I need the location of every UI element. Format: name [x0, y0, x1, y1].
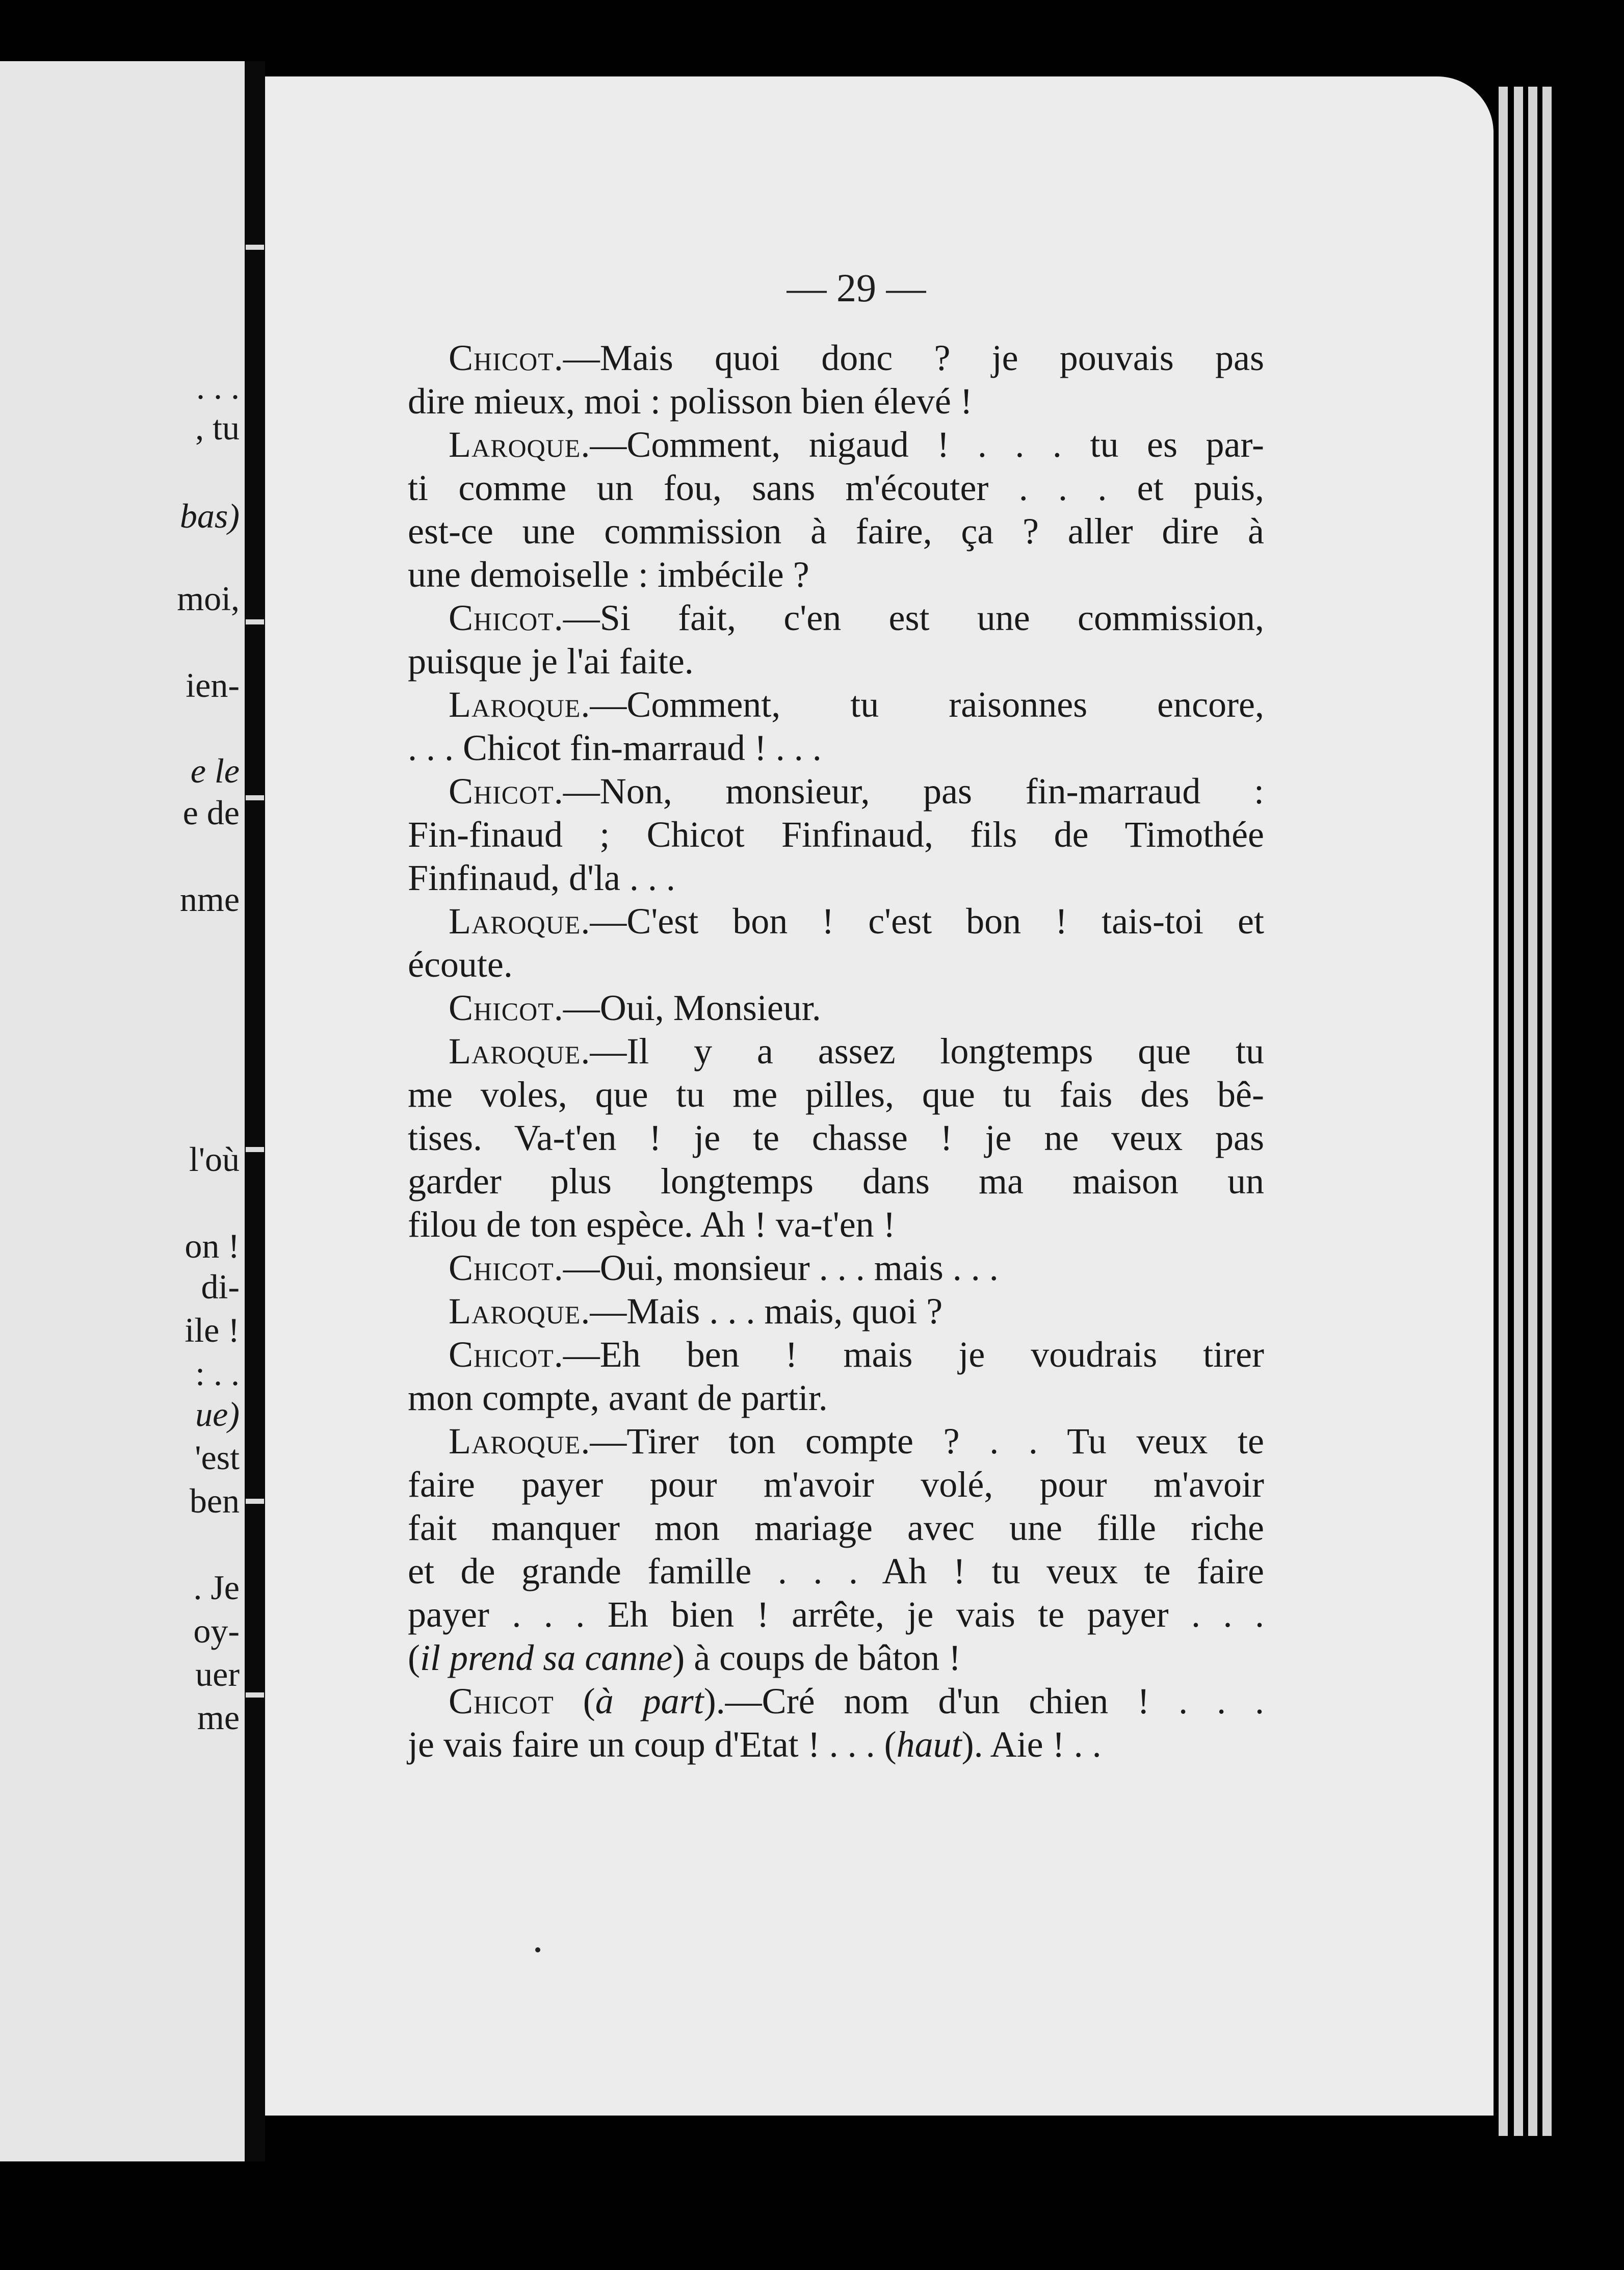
line-text: .—Oui, Monsieur.	[554, 987, 821, 1028]
text-line	[408, 1506, 1264, 1550]
left-page-fragment: di-	[201, 1267, 240, 1306]
left-page-fragment: ben	[189, 1481, 240, 1520]
line-text: .—Non, monsieur, pas fin-marraud :	[554, 771, 1264, 812]
text-line	[408, 1376, 1264, 1420]
speaker-name: Chicot	[449, 771, 554, 812]
text-line	[408, 1073, 1264, 1116]
line-text: (	[554, 1681, 595, 1721]
text-line	[408, 856, 1264, 900]
text-line	[408, 596, 1264, 640]
text-line	[408, 380, 1264, 423]
binding-stitch	[246, 1499, 264, 1504]
page-number: — 29 —	[787, 266, 926, 310]
speaker-name: Chicot	[449, 337, 554, 378]
left-page-fragment: oy-	[193, 1611, 240, 1650]
line-text: une demoiselle : imbécile ?	[408, 554, 809, 595]
left-page-fragment: : . .	[195, 1354, 240, 1393]
left-page-fragment: me	[197, 1698, 240, 1737]
line-text: je vais faire un coup d'Etat ! . . . (	[408, 1724, 897, 1765]
text-line	[408, 770, 1264, 813]
line-text: .—Mais quoi donc ? je pouvais pas	[554, 337, 1264, 378]
line-text: .—Comment, tu raisonnes encore,	[581, 684, 1264, 725]
line-text: mon compte, avant de partir.	[408, 1377, 828, 1418]
line-text: .—Eh ben ! mais je voudrais tirer	[554, 1334, 1264, 1375]
speaker-name: Laroque	[449, 1421, 581, 1462]
left-page-fragment: ue)	[195, 1395, 240, 1433]
line-text: filou de ton espèce. Ah ! va-t'en !	[408, 1204, 896, 1245]
binding-stitch	[246, 1692, 264, 1698]
line-text: garder plus longtemps dans ma maison un	[408, 1161, 1264, 1202]
dialogue-text	[408, 336, 1264, 1766]
text-line	[408, 336, 1264, 380]
line-text: (	[408, 1637, 420, 1678]
left-page-fragment: . . .	[196, 368, 240, 406]
speaker-name: Laroque	[449, 901, 581, 942]
line-text: .—C'est bon ! c'est bon ! tais-toi et	[581, 901, 1264, 942]
line-text: écoute.	[408, 944, 513, 985]
line-text: Fin-finaud ; Chicot Finfinaud, fils de Timothée	[408, 814, 1264, 855]
stage-direction: il prend sa canne	[420, 1637, 673, 1678]
text-line	[408, 726, 1264, 770]
speaker-name: Chicot	[449, 987, 554, 1028]
line-text: fait manquer mon mariage avec une fille riche	[408, 1507, 1264, 1548]
line-text: tises. Va-t'en ! je te chasse ! je ne veux pas	[408, 1117, 1264, 1158]
stage-direction: à part	[595, 1681, 704, 1721]
left-page-fragment: e de	[182, 793, 240, 832]
ink-speck	[535, 1947, 540, 1952]
line-text: .—Oui, monsieur . . . mais . . .	[554, 1247, 999, 1288]
line-text: ) à coups de bâton !	[672, 1637, 961, 1678]
text-line	[408, 1160, 1264, 1203]
text-line	[408, 1463, 1264, 1506]
binding-stitch	[246, 619, 264, 624]
left-page-fragment: e le	[190, 751, 240, 790]
text-line	[408, 553, 1264, 596]
text-line	[408, 510, 1264, 553]
text-line	[408, 900, 1264, 943]
line-text: .—Il y a assez longtemps que tu	[581, 1031, 1264, 1072]
text-line	[408, 986, 1264, 1030]
text-line	[408, 1550, 1264, 1593]
line-text: payer . . . Eh bien ! arrête, je vais te payer . . .	[408, 1594, 1264, 1635]
line-text: ).—Cré nom d'un chien ! . . .	[703, 1681, 1265, 1721]
line-text: dire mieux, moi : polisson bien élevé !	[408, 381, 973, 422]
text-line	[408, 640, 1264, 683]
left-page-fragment: bas)	[179, 497, 240, 535]
speaker-name: Laroque	[449, 424, 581, 465]
speaker-name: Chicot	[449, 1681, 554, 1721]
text-line	[408, 1203, 1264, 1246]
left-page-fragment: , tu	[195, 408, 240, 447]
speaker-name: Laroque	[449, 684, 581, 725]
left-page-fragment: l'où	[189, 1140, 240, 1179]
left-page-fragment: 'est	[195, 1438, 240, 1477]
line-text: puisque je l'ai faite.	[408, 641, 694, 682]
speaker-name: Chicot	[449, 1334, 554, 1375]
text-line	[408, 1246, 1264, 1290]
left-page-fragment: ien-	[186, 666, 240, 705]
speaker-name: Laroque	[449, 1291, 581, 1332]
speaker-name: Laroque	[449, 1031, 581, 1072]
page-edges	[1494, 87, 1580, 2136]
text-line	[408, 466, 1264, 510]
left-page-fragment: uer	[195, 1655, 240, 1693]
text-line	[408, 1116, 1264, 1160]
line-text: .—Comment, nigaud ! . . . tu es par-	[581, 424, 1264, 465]
left-page-fragment: moi,	[177, 579, 240, 618]
text-line	[408, 1636, 1264, 1680]
line-text: .—Si fait, c'en est une commission,	[554, 597, 1264, 638]
line-text: .—Mais . . . mais, quoi ?	[581, 1291, 943, 1332]
text-line	[408, 683, 1264, 726]
line-text: .—Tirer ton compte ? . . Tu veux te	[581, 1421, 1264, 1462]
line-text: . . . Chicot fin-marraud ! . . .	[408, 727, 822, 768]
book-gutter	[245, 61, 265, 2161]
binding-stitch	[246, 1147, 264, 1152]
left-page-fragment: ile !	[185, 1311, 240, 1349]
binding-stitch	[246, 795, 264, 800]
text-line	[408, 813, 1264, 856]
text-line	[408, 943, 1264, 986]
line-text: est-ce une commission à faire, ça ? aller dire à	[408, 511, 1264, 552]
line-text: me voles, que tu me pilles, que tu fais des bê-	[408, 1074, 1264, 1115]
text-line	[408, 1290, 1264, 1333]
text-line	[408, 1593, 1264, 1636]
text-line	[408, 423, 1264, 466]
text-line	[408, 1030, 1264, 1073]
left-page-fragment: on !	[185, 1227, 240, 1265]
left-page	[0, 61, 245, 2161]
left-page-fragment: . Je	[193, 1568, 240, 1607]
text-line	[408, 1420, 1264, 1463]
line-text: ti comme un fou, sans m'écouter . . . et puis,	[408, 467, 1264, 508]
binding-stitch	[246, 245, 264, 250]
text-line	[408, 1723, 1264, 1766]
text-line	[408, 1680, 1264, 1723]
line-text: faire payer pour m'avoir volé, pour m'avoir	[408, 1464, 1264, 1505]
speaker-name: Chicot	[449, 1247, 554, 1288]
line-text: ). Aie ! . .	[961, 1724, 1102, 1765]
text-line	[408, 1333, 1264, 1376]
line-text: et de grande famille . . . Ah ! tu veux te faire	[408, 1551, 1264, 1591]
line-text: Finfinaud, d'la . . .	[408, 857, 675, 898]
stage-direction: haut	[896, 1724, 962, 1765]
left-page-fragment: nme	[179, 880, 240, 919]
speaker-name: Chicot	[449, 597, 554, 638]
